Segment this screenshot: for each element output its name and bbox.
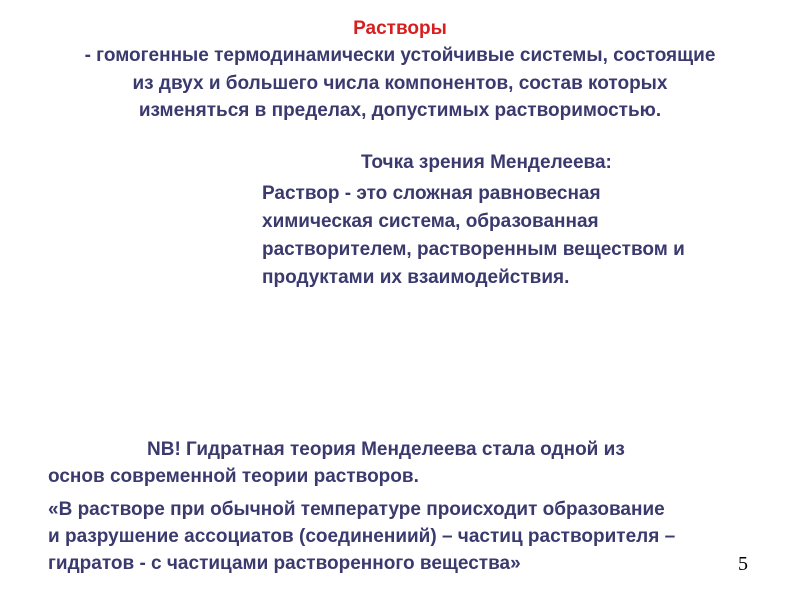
viewpoint-line: химическая система, образованная — [262, 211, 599, 232]
definition-line: из двух и большего числа компонентов, состав которых — [132, 72, 668, 94]
definition-line: - гомогенные термодинамически устойчивые системы, состоящие — [84, 45, 716, 66]
viewpoint-heading: Точка зрения Менделеева: — [361, 152, 612, 173]
quote-text — [48, 496, 788, 577]
nb-line: основ современной теории растворов. — [48, 466, 419, 487]
definition-text — [20, 42, 780, 125]
quote-line: «В растворе при обычной температуре происходит образование — [48, 499, 665, 520]
viewpoint-text — [262, 180, 782, 292]
quote-line: и разрушение ассоциатов (соединениий) – частиц растворителя – — [48, 526, 676, 547]
viewpoint-line: растворителем, растворенным веществом и — [262, 239, 685, 260]
nb-note — [48, 436, 768, 490]
quote-line: гидратов - с частицами растворенного вещества» — [48, 553, 521, 574]
viewpoint-line: Раствор - это сложная равновесная — [262, 183, 601, 204]
nb-line: NB! Гидратная теория Менделеева стала одной из — [147, 439, 625, 460]
definition-line: изменяться в пределах, допустимых растворимостью. — [138, 100, 662, 121]
viewpoint-line: продуктами их взаимодействия. — [262, 267, 570, 288]
page-number: 5 — [738, 553, 748, 575]
slide-title: Растворы — [353, 18, 447, 39]
